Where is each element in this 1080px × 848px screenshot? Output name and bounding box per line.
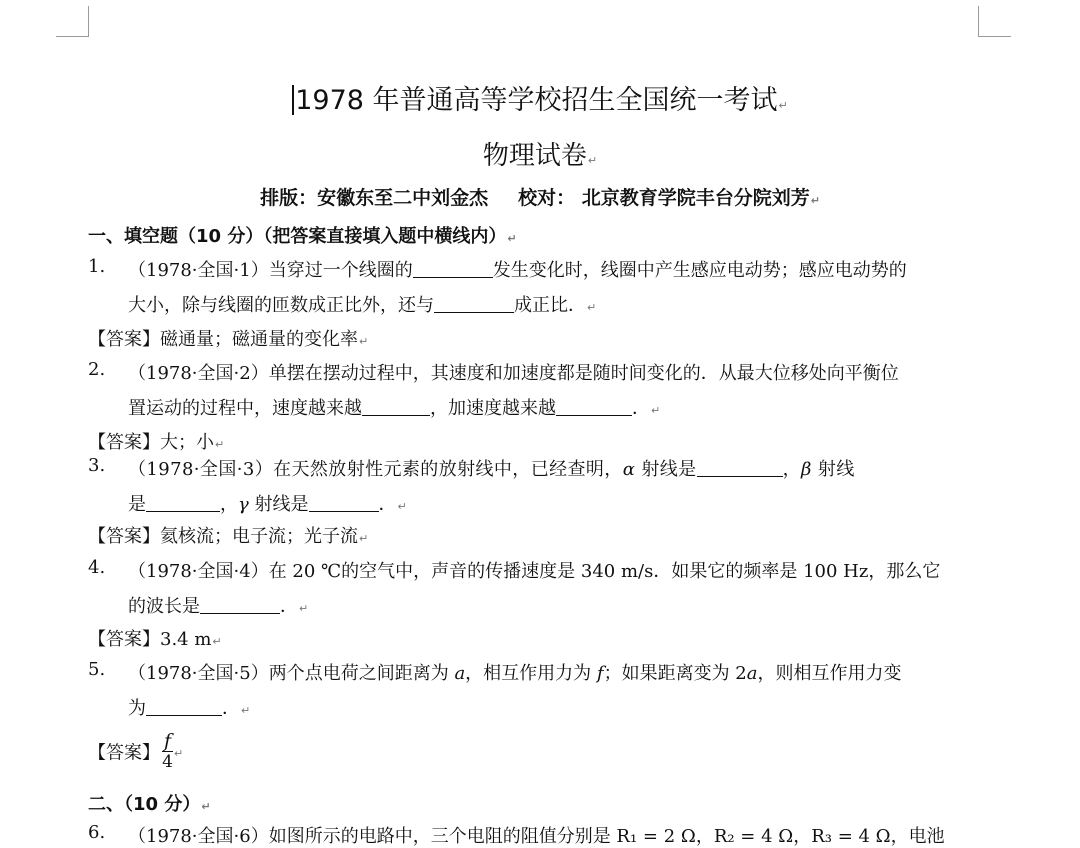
answer-blank[interactable]: [146, 493, 220, 512]
question-number: 6.: [88, 822, 106, 843]
paragraph-mark-icon: ↵: [651, 404, 661, 417]
document-subtitle: [0, 135, 1080, 172]
answer-text: 大；小: [160, 432, 214, 453]
paragraph-mark-icon: ↵: [778, 99, 788, 112]
paragraph-mark-icon: ↵: [397, 500, 407, 513]
question-number: 2.: [88, 359, 106, 380]
credits-typesetter: 排版：安徽东至二中刘金杰: [260, 187, 489, 209]
question-number: 5.: [88, 659, 106, 680]
question-line: （1978·全国·3）在天然放射性元素的放射线中，已经查明，α 射线是 ，β 射线: [128, 459, 855, 480]
subtitle-text: 物理试卷: [482, 141, 587, 171]
answer-4: [88, 625, 222, 651]
question-line: （1978·全国·2）单摆在摆动过程中，其速度和加速度都是随时间变化的．从最大位移处向平衡位: [128, 363, 899, 384]
answer-text: 氦核流；电子流；光子流: [160, 526, 358, 547]
answer-tag: 【答案】: [88, 526, 160, 547]
paragraph-mark-icon: ↵: [215, 438, 225, 451]
answer-blank[interactable]: [434, 294, 514, 313]
question-line: （1978·全国·5）两个点电荷之间距离为 a，相互作用力为 f；如果距离变为 2a，则相互作用力变: [128, 663, 902, 684]
answer-blank[interactable]: [556, 397, 632, 416]
paragraph-mark-icon: ↵: [201, 800, 211, 813]
answer-tag: 【答案】: [88, 742, 160, 764]
question-number: 3.: [88, 455, 106, 476]
answer-1: [88, 325, 368, 351]
question-number: 4.: [88, 557, 106, 578]
question-number: 1.: [88, 256, 106, 277]
credits-proofreader: 校对： 北京教育学院丰台分院刘芳: [518, 187, 810, 209]
answer-3: [88, 522, 368, 548]
paragraph-mark-icon: ↵: [507, 232, 517, 245]
paragraph-mark-icon: ↵: [299, 602, 309, 615]
question-line: （1978·全国·6）如图所示的电路中，三个电阻的阻值分别是 R₁ = 2 Ω，R₂ = 4 Ω，R₃ = 4 Ω，电池: [128, 826, 945, 847]
question-line: 大小，除与线圈的匝数成正比外，还与 成正比．↵: [128, 295, 597, 316]
title-text: 1978 年普通高等学校招生全国统一考试: [295, 85, 778, 116]
answer-text: 磁通量；磁通量的变化率: [160, 329, 358, 350]
section-heading-2: 二、（10 分）↵: [88, 794, 211, 815]
question-line: 置运动的过程中，速度越来越 ，加速度越来越 ．↵: [128, 398, 661, 419]
question-line: （1978·全国·4）在 20 ℃的空气中，声音的传播速度是 340 m/s．如果它的频率是 100 Hz，那么它: [128, 561, 941, 582]
answer-blank[interactable]: [309, 493, 379, 512]
text-cursor: [292, 85, 294, 115]
crop-mark-top-right: [978, 6, 1011, 37]
paragraph-mark-icon: ↵: [174, 746, 184, 760]
section-heading-1: 一、填空题（10 分）（把答案直接填入题中横线内）↵: [88, 226, 517, 247]
answer-tag: 【答案】: [88, 629, 160, 650]
question-line: 是 ，γ 射线是 ．↵: [128, 494, 407, 515]
paragraph-mark-icon: ↵: [212, 635, 222, 648]
paragraph-mark-icon: ↵: [241, 704, 251, 717]
answer-blank[interactable]: [697, 458, 783, 477]
fraction-denominator: 4: [162, 752, 173, 772]
answer-blank[interactable]: [200, 595, 280, 614]
question-line: （1978·全国·1）当穿过一个线圈的 发生变化时，线圈中产生感应电动势；感应电动势的: [128, 260, 907, 281]
paragraph-mark-icon: ↵: [587, 154, 598, 167]
answer-tag: 【答案】: [88, 432, 160, 453]
paragraph-mark-icon: ↵: [810, 194, 820, 207]
credits-line: [0, 183, 1080, 210]
question-line: 的波长是 ．↵: [128, 596, 309, 617]
answer-blank[interactable]: [146, 697, 222, 716]
answer-blank[interactable]: [413, 259, 493, 278]
paragraph-mark-icon: ↵: [359, 335, 369, 348]
paragraph-mark-icon: ↵: [587, 301, 597, 314]
answer-tag: 【答案】: [88, 329, 160, 350]
paragraph-mark-icon: ↵: [359, 532, 369, 545]
answer-blank[interactable]: [362, 397, 430, 416]
crop-mark-top-left: [56, 6, 89, 37]
answer-text: 3.4 m: [160, 629, 212, 650]
fraction-answer: [162, 731, 173, 772]
document-title: [0, 78, 1080, 117]
fraction-numerator: f: [164, 730, 172, 752]
answer-2: [88, 428, 224, 454]
answer-5: [88, 731, 183, 772]
question-line: 为 ．↵: [128, 698, 251, 719]
